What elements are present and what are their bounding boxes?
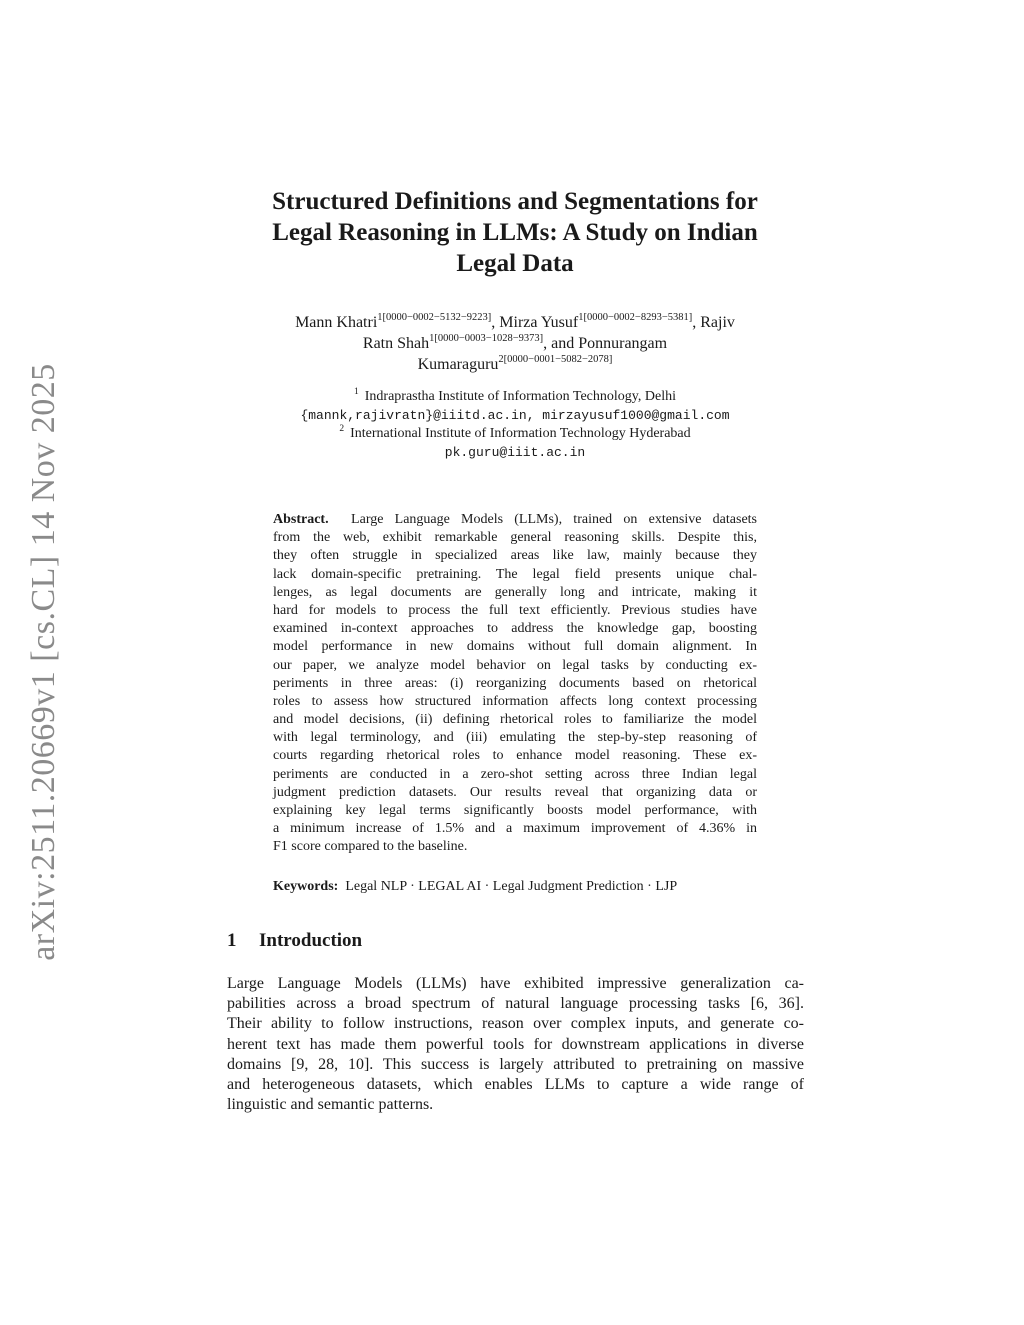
body-line: Their ability to follow instructions, reason over complex inputs, and generate co- xyxy=(227,1015,804,1033)
keywords-label: Keywords: xyxy=(273,879,339,894)
author-name: Kumaraguru xyxy=(417,356,499,373)
abstract-line: model performance in new domains without full domain alignment. In xyxy=(273,639,757,655)
paper-title xyxy=(200,186,830,279)
body-line: and heterogeneous datasets, which enables LLMs to capture a wide range of xyxy=(227,1075,804,1093)
section-number: 1 xyxy=(227,930,237,951)
author-name: Rajiv xyxy=(700,314,735,331)
title-line: Legal Reasoning in LLMs: A Study on Indian xyxy=(272,219,758,246)
affiliation-1 xyxy=(200,388,830,407)
abstract-text: Large Language Models (LLMs), trained on extensive datasets xyxy=(351,512,758,527)
affiliation-name: International Institute of Information Technology Hyderabad xyxy=(350,426,691,441)
title-line: Structured Definitions and Segmentations for xyxy=(272,188,758,215)
author-line: Mann Khatri$^{1[0000-0002-5132-9223]}$, Mirza Yusuf$^{1[0000-0002-8293-5381]}$, Rajiv xyxy=(295,312,735,331)
abstract xyxy=(273,511,757,857)
keywords-text: Legal NLP · LEGAL AI · Legal Judgment Prediction · LJP xyxy=(345,879,678,894)
abstract-line: from the web, exhibit remarkable general reasoning skills. Despite this, xyxy=(273,530,757,546)
abstract-line: explaining key legal terms significantly boosts model performance, with xyxy=(273,803,757,818)
abstract-line: with legal terminology, and (iii) emulating the step-by-step reasoning of xyxy=(273,730,757,746)
arxiv-identifier: arXiv:2511.20669v1 [cs.CL] 14 Nov 2025 xyxy=(25,363,62,961)
author-list xyxy=(200,312,830,375)
keywords xyxy=(273,878,773,896)
affiliation-2 xyxy=(200,425,830,444)
abstract-line: courts regarding rhetorical roles to enhance model reasoning. These ex- xyxy=(273,748,757,764)
author-orcid: 1[0000−0003−1028−9373] xyxy=(429,333,544,344)
author-orcid: 2[0000−0001−5082−2078] xyxy=(498,354,613,365)
affiliation-1-emails: {mannk,rajivratn}@iiitd.ac.in, mirzayusuf1000@gmail.com xyxy=(300,407,730,423)
abstract-line: judgment prediction datasets. Our results reveal that organizing data or xyxy=(273,784,757,800)
affiliation-number: 2 xyxy=(339,424,345,434)
author-name: Ratn Shah xyxy=(362,335,430,352)
abstract-line: hard for models to process the full text efficiently. Previous studies have xyxy=(273,602,757,618)
affiliation-number: 1 xyxy=(354,387,359,397)
introduction-paragraph xyxy=(227,974,804,1115)
section-heading xyxy=(227,930,362,952)
author-orcid: 1[0000−0002−8293−5381] xyxy=(578,312,693,323)
section-title: Introduction xyxy=(259,930,363,951)
title-line: Legal Data xyxy=(456,250,574,277)
abstract-line: roles to assess how structured information affects long context processing xyxy=(273,693,757,709)
abstract-line: our paper, we analyze model behavior on legal tasks by conducting ex- xyxy=(273,657,757,673)
author-separator: , and Ponnurangam xyxy=(543,335,668,352)
abstract-line: lenges, as legal documents are generally long and intricate, making it xyxy=(273,584,757,600)
abstract-line: lack domain-specific pretraining. The legal field presents unique chal- xyxy=(273,566,757,582)
abstract-line: periments are conducted in a zero-shot setting across three Indian legal xyxy=(273,766,757,782)
body-line: herent text has made them powerful tools for downstream applications in diverse xyxy=(227,1035,804,1053)
author-name: Mirza Yusuf xyxy=(499,314,579,331)
body-line: linguistic and semantic patterns. xyxy=(227,1096,434,1114)
body-line: pabilities across a broad spectrum of natural language processing tasks [6, 36]. xyxy=(227,995,804,1013)
abstract-line xyxy=(273,511,757,529)
affiliations xyxy=(200,388,830,462)
author-line xyxy=(200,333,830,354)
body-line: domains [9, 28, 10]. This success is largely attributed to pretraining on massive xyxy=(227,1055,804,1073)
affiliation-name: Indraprastha Institute of Information Technology, Delhi xyxy=(364,389,676,404)
abstract-line: F1 score compared to the baseline. xyxy=(273,839,468,855)
abstract-line: examined in-context approaches to address the knowledge gap, boosting xyxy=(273,621,757,637)
abstract-line: periments in three areas: (i) reorganizing documents based on rhetorical xyxy=(273,675,757,691)
abstract-line: a minimum increase of 1.5% and a maximum improvement of 4.36% in xyxy=(273,821,757,837)
author-line xyxy=(200,354,830,375)
affiliation-2-email: pk.guru@iiit.ac.in xyxy=(444,444,586,460)
author-orcid: 1[0000−0002−5132−9223] xyxy=(377,312,492,323)
body-line: Large Language Models (LLMs) have exhibited impressive generalization ca- xyxy=(227,975,804,992)
abstract-label: Abstract. xyxy=(273,512,329,527)
abstract-line: they often struggle in specialized areas like law, mainly because they xyxy=(273,548,757,564)
author-name: Mann Khatri xyxy=(295,314,378,331)
abstract-line: and model decisions, (ii) defining rhetorical roles to familiarize the model xyxy=(273,712,757,728)
